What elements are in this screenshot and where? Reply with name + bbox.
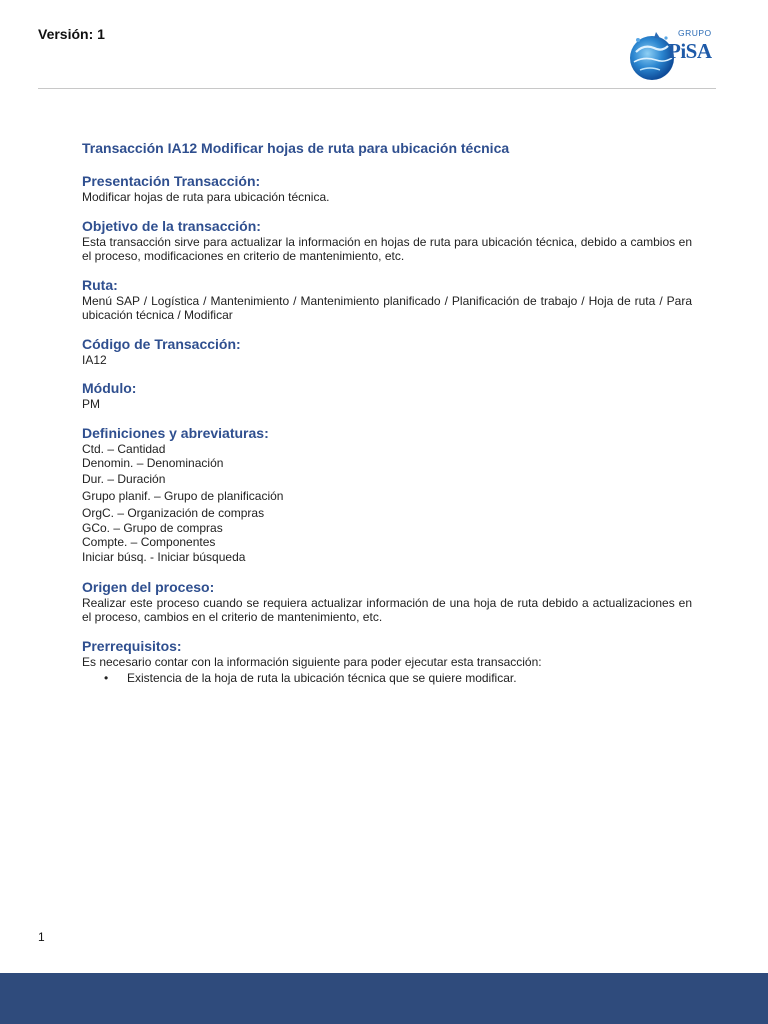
header-divider <box>38 88 716 89</box>
section-heading: Definiciones y abreviaturas: <box>82 424 269 441</box>
section-objetivo <box>82 217 692 264</box>
prerequisite-text: Existencia de la hoja de ruta la ubicación técnica que se quiere modificar. <box>127 671 517 686</box>
prerequisites-list <box>82 671 692 686</box>
definition-item: OrgC. – Organización de compras <box>82 505 265 520</box>
section-text: Es necesario contar con la información siguiente para poder ejecutar esta transacción: <box>82 654 542 669</box>
section-modulo <box>82 379 692 412</box>
section-text: Menú SAP / Logística / Mantenimiento / Mantenimiento planificado / Planificación de trabajo / Hoja de ruta / Para ubicación técnica / Modificar <box>82 293 692 322</box>
definition-item: Iniciar búsq. - Iniciar búsqueda <box>82 550 246 565</box>
section-heading: Módulo: <box>82 380 137 396</box>
page-number: 1 <box>38 930 45 944</box>
definition-item: Grupo planif. – Grupo de planificación <box>82 489 284 504</box>
definitions-list <box>82 442 692 565</box>
definition-item: Dur. – Duración <box>82 471 166 486</box>
definition-item: GCo. – Grupo de compras <box>82 520 223 535</box>
section-heading: Prerrequisitos: <box>82 637 182 654</box>
section-presentacion <box>82 172 692 205</box>
section-heading: Objetivo de la transacción: <box>82 217 261 234</box>
prerequisite-item <box>104 671 692 686</box>
section-prerrequisitos <box>82 637 692 687</box>
section-text: Modificar hojas de ruta para ubicación técnica. <box>82 190 330 204</box>
logo-group-text: GRUPO <box>678 28 712 38</box>
section-text: Realizar este proceso cuando se requiera actualizar información de una hoja de ruta debido a actualizaciones en el proceso, cambios en el criterio de mantenimiento, etc. <box>82 595 692 625</box>
footer-band <box>0 973 768 1024</box>
grupo-pisa-logo <box>626 24 718 86</box>
version-label: Versión: 1 <box>38 26 105 42</box>
section-origen <box>82 578 692 625</box>
section-text: PM <box>82 397 100 411</box>
section-codigo <box>82 335 692 368</box>
definition-item: Compte. – Componentes <box>82 535 216 550</box>
section-heading: Código de Transacción: <box>82 335 241 352</box>
section-heading: Ruta: <box>82 276 118 293</box>
logo-brand-text: PiSA <box>668 39 712 63</box>
bullet-icon: • <box>104 671 109 686</box>
definition-item: Ctd. – Cantidad <box>82 441 166 456</box>
document-body <box>82 140 692 686</box>
definition-item: Denomin. – Denominación <box>82 456 224 471</box>
section-heading: Presentación Transacción: <box>82 173 261 189</box>
section-text: IA12 <box>82 352 107 367</box>
section-text: Esta transacción sirve para actualizar la información en hojas de ruta para ubicación técnica, debido a cambios en el proceso, modificaciones en criterio de mantenimiento, etc. <box>82 234 692 263</box>
section-definiciones <box>82 424 692 565</box>
section-ruta <box>82 276 692 323</box>
section-heading: Origen del proceso: <box>82 578 215 595</box>
document-title: Transacción IA12 Modificar hojas de ruta para ubicación técnica <box>82 140 510 156</box>
